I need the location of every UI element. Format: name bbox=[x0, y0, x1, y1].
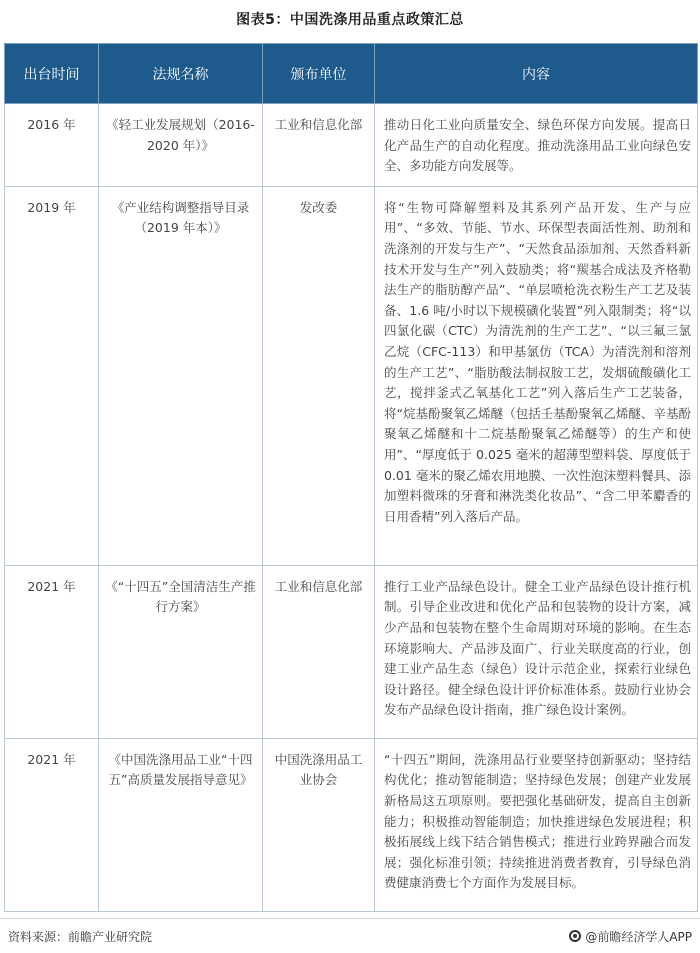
brand-logo-icon bbox=[569, 930, 581, 942]
row-year: 2016 年 bbox=[5, 104, 99, 187]
row-issuer: 工业和信息化部 bbox=[263, 565, 375, 738]
source-note: 资料来源：前瞻产业研究院 bbox=[8, 929, 153, 944]
table-row bbox=[5, 186, 698, 565]
table-header-row bbox=[5, 44, 698, 104]
row-year: 2021 年 bbox=[5, 565, 99, 738]
row-issuer: 中国洗涤用品工业协会 bbox=[263, 738, 375, 911]
footer bbox=[0, 918, 700, 953]
row-content: 推行工业产品绿色设计。健全工业产品绿色设计推行机制。引导企业改进和优化产品和包装物的设计方案，减少产品和包装物在整个生命周期对环境的影响。在生态环境影响大、产品涉及面广、行业关联度高的行业，创建工业产品生态（绿色）设计示范企业，探索行业绿色设计路径。健全绿色设计评价标准体系。鼓励行业协会发布产品绿色设计指南，推广绿色设计案例。 bbox=[375, 565, 698, 738]
policy-table bbox=[4, 43, 698, 912]
brand-credit bbox=[569, 928, 692, 945]
row-year: 2019 年 bbox=[5, 186, 99, 565]
table-row bbox=[5, 565, 698, 738]
header-issuer: 颁布单位 bbox=[263, 44, 375, 104]
row-year: 2021 年 bbox=[5, 738, 99, 911]
brand-label: @前瞻经济学人APP bbox=[585, 929, 692, 944]
row-regulation: 《中国洗涤用品工业“十四五”高质量发展指导意见》 bbox=[99, 738, 263, 911]
table-row bbox=[5, 738, 698, 911]
row-content: 推动日化工业向质量安全、绿色环保方向发展。提高日化产品生产的自动化程度。推动洗涤用品工业向绿色安全、多功能方向发展等。 bbox=[375, 104, 698, 187]
header-content: 内容 bbox=[375, 44, 698, 104]
row-issuer: 发改委 bbox=[263, 186, 375, 565]
chart-title: 图表5：中国洗涤用品重点政策汇总 bbox=[236, 12, 464, 28]
row-regulation: 《轻工业发展规划（2016-2020 年）》 bbox=[99, 104, 263, 187]
row-regulation: 《产业结构调整指导目录（2019 年本）》 bbox=[99, 186, 263, 565]
table-row bbox=[5, 104, 698, 187]
row-content: “十四五”期间，洗涤用品行业要坚持创新驱动；坚持结构优化；推动智能制造；坚持绿色发展；创建产业发展新格局这五项原则。要把强化基础研发，提高自主创新能力；积极推动智能制造；加快推进绿色发展进程；积极拓展线上线下结合销售模式；推进行业跨界融合而发展；强化标准引领；持续推进消费者教育，引导绿色消费健康消费七个方面作为发展目标。 bbox=[375, 738, 698, 911]
row-content: 将“生物可降解塑料及其系列产品开发、生产与应用”、“多效、节能、节水、环保型表面活性剂、助剂和洗涤剂的开发与生产”、“天然食品添加剂、天然香料新技术开发与生产”列入鼓励类；将“羰基合成法及齐格勒法生产的脂肪醇产品”、“单层喷枪洗衣粉生产工艺及装备、1.6 吨/小时以下规模磺化装置”列入限制类；将“以四氯化碳（CTC）为清洗剂的生产工艺”、“以三氟三氯乙烷（CFC-113）和甲基氯仿（TCA）为清洗剂和溶剂的生产工艺”、“脂肪酸法制叔胺工艺，发烟硫酸磺化工艺，搅拌釜式乙氧基化工艺”列入落后生产工艺装备，将“烷基酚聚氧乙烯醚（包括壬基酚聚氧乙烯醚、辛基酚聚氧乙烯醚和十二烷基酚聚氧乙烯醚等）的生产和使用”、“厚度低于 0.025 毫米的超薄型塑料袋、厚度低于 0.01 毫米的聚乙烯农用地膜、一次性泡沫塑料餐具、添加塑料微珠的牙膏和淋洗类化妆品”、“含二甲苯麝香的日用香精”列入落后产品。 bbox=[375, 186, 698, 565]
header-regulation: 法规名称 bbox=[99, 44, 263, 104]
row-issuer: 工业和信息化部 bbox=[263, 104, 375, 187]
row-regulation: 《“十四五”全国清洁生产推行方案》 bbox=[99, 565, 263, 738]
header-date: 出台时间 bbox=[5, 44, 99, 104]
